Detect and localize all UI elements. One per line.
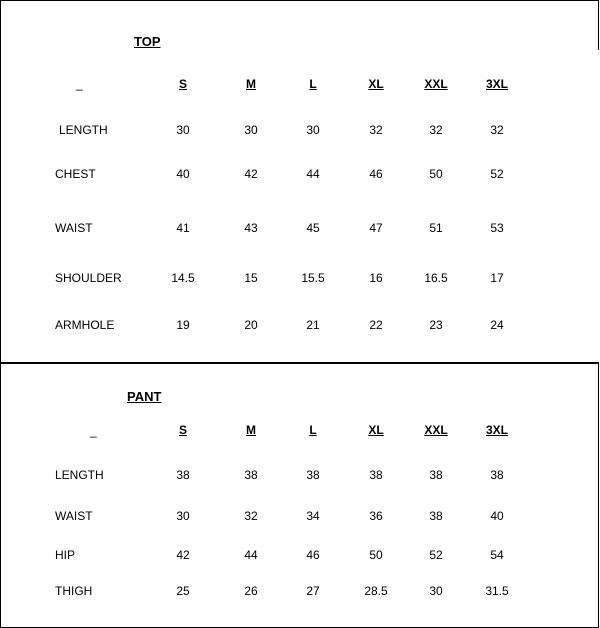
- pant-size-header-l: L: [309, 423, 317, 437]
- top-cell: 22: [369, 318, 383, 332]
- top-cell: 53: [490, 221, 504, 235]
- pant-cell: 28.5: [364, 584, 388, 598]
- pant-cell: 38: [429, 509, 443, 523]
- top-cell: 45: [306, 221, 320, 235]
- top-cell: 16.5: [424, 271, 448, 285]
- pant-cell: 32: [244, 509, 258, 523]
- pant-corner-mark: _: [90, 424, 97, 438]
- pant-size-header-xl: XL: [368, 423, 384, 437]
- pant-row-label-waist: WAIST: [55, 509, 93, 523]
- pant-cell: 27: [306, 584, 320, 598]
- pant-cell: 52: [429, 548, 443, 562]
- pant-section-title: PANT: [127, 389, 162, 404]
- top-cell: 16: [369, 271, 383, 285]
- top-cell: 23: [429, 318, 443, 332]
- top-cell: 14.5: [171, 271, 195, 285]
- pant-cell: 44: [244, 548, 258, 562]
- top-cell: 46: [369, 167, 383, 181]
- top-cell: 30: [244, 123, 258, 137]
- top-cell: 47: [369, 221, 383, 235]
- top-cell: 32: [369, 123, 383, 137]
- top-cell: 15.5: [301, 271, 325, 285]
- top-corner-mark: _: [76, 77, 83, 91]
- top-row-label-shoulder: SHOULDER: [55, 271, 122, 285]
- pant-cell: 26: [244, 584, 258, 598]
- pant-cell: 42: [176, 548, 190, 562]
- pant-row-label-thigh: THIGH: [55, 584, 93, 598]
- pant-row-label-hip: HIP: [55, 548, 76, 562]
- pant-size-header-xxl: XXL: [424, 423, 448, 437]
- pant-cell: 40: [490, 509, 504, 523]
- top-frame-right-edge: [598, 0, 599, 50]
- top-row-label-length: LENGTH: [59, 123, 108, 137]
- top-size-header-m: M: [246, 77, 256, 91]
- pant-cell: 36: [369, 509, 383, 523]
- pant-cell: 38: [306, 468, 320, 482]
- top-cell: 30: [176, 123, 190, 137]
- top-cell: 50: [429, 167, 443, 181]
- pant-cell: 38: [490, 468, 504, 482]
- top-size-header-xl: XL: [368, 77, 384, 91]
- top-row-label-chest: CHEST: [55, 167, 96, 181]
- pant-cell: 50: [369, 548, 383, 562]
- pant-cell: 25: [176, 584, 190, 598]
- top-size-header-s: S: [178, 77, 188, 91]
- pant-cell: 54: [490, 548, 504, 562]
- top-size-header-l: L: [309, 77, 317, 91]
- top-cell: 15: [244, 271, 258, 285]
- pant-cell: 30: [429, 584, 443, 598]
- top-cell: 19: [176, 318, 190, 332]
- pant-cell: 38: [369, 468, 383, 482]
- top-section-title: TOP: [134, 34, 161, 49]
- top-cell: 41: [176, 221, 190, 235]
- top-size-header-3xl: 3XL: [485, 77, 509, 91]
- top-cell: 17: [490, 271, 504, 285]
- pant-cell: 38: [176, 468, 190, 482]
- pant-cell: 38: [244, 468, 258, 482]
- pant-cell: 31.5: [485, 584, 509, 598]
- top-cell: 24: [490, 318, 504, 332]
- pant-size-header-s: S: [178, 423, 188, 437]
- top-row-label-waist: WAIST: [55, 221, 93, 235]
- top-cell: 30: [306, 123, 320, 137]
- top-cell: 52: [490, 167, 504, 181]
- pant-size-header-3xl: 3XL: [485, 423, 509, 437]
- top-cell: 44: [306, 167, 320, 181]
- top-row-label-armhole: ARMHOLE: [55, 318, 115, 332]
- top-size-header-xxl: XXL: [424, 77, 448, 91]
- pant-size-header-m: M: [246, 423, 256, 437]
- top-cell: 20: [244, 318, 258, 332]
- top-cell: 32: [490, 123, 504, 137]
- pant-cell: 30: [176, 509, 190, 523]
- top-cell: 40: [176, 167, 190, 181]
- pant-cell: 38: [429, 468, 443, 482]
- top-cell: 21: [306, 318, 320, 332]
- pant-row-label-length: LENGTH: [55, 468, 104, 482]
- pant-cell: 46: [306, 548, 320, 562]
- top-cell: 51: [429, 221, 443, 235]
- top-cell: 43: [244, 221, 258, 235]
- top-cell: 42: [244, 167, 258, 181]
- pant-cell: 34: [306, 509, 320, 523]
- top-cell: 32: [429, 123, 443, 137]
